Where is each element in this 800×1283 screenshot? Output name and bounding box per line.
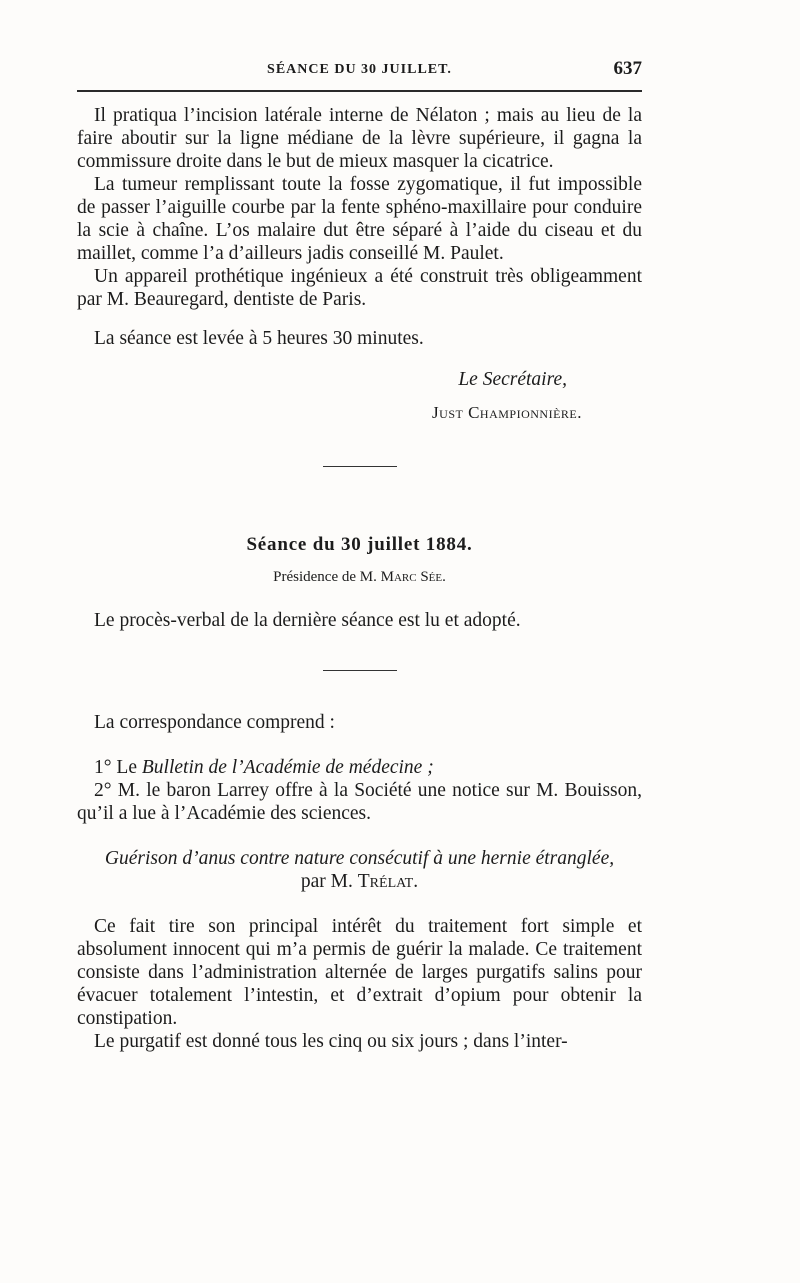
signature-name: Just Championnière.: [432, 403, 582, 422]
item-prefix: 1° Le: [94, 757, 142, 778]
president-name: Marc Sée.: [380, 569, 446, 585]
page-number: 637: [613, 58, 642, 79]
paragraph: La tumeur remplissant toute la fosse zygomatique, il fut impossible de passer l’aiguille courbe par la fente sphéno-maxillaire pour conduire la scie à chaîne. L’os malaire dut être séparé à l’aide du ciseau et du maillet, comme l’a d’ailleurs jadis conseillé M. Paulet.: [77, 174, 642, 264]
paragraph: Un appareil prothétique ingénieux a été construit très obligeamment par M. Beauregard, dentiste de Paris.: [77, 266, 642, 310]
body-text: [77, 104, 642, 1053]
signature-title: Le Secrétaire,: [458, 369, 567, 390]
article-author: [77, 870, 642, 893]
article-paragraph: Le purgatif est donné tous les cinq ou six jours ; dans l’inter-: [94, 1031, 568, 1052]
presidence-prefix: Présidence de M.: [273, 569, 377, 585]
page-header: [77, 58, 642, 84]
bulletin-title: Bulletin de l’Académie de médecine ;: [141, 757, 434, 778]
author-name: Trélat.: [357, 871, 419, 892]
article-paragraph: Ce fait tire son principal intérêt du traitement fort simple et absolument innocent qui m’a permis de guérir la malade. Ce traitement consiste dans l’administration alternée de larges purgatifs salins pour évacuer totalement l’intestin, et d’extrait d’opium pour obtenir la constipation.: [77, 916, 642, 1029]
minutes-statement: Le procès-verbal de la dernière séance est lu et adopté.: [94, 610, 521, 631]
correspondence-intro: La correspondance comprend :: [94, 712, 335, 733]
author-prefix: par M.: [300, 871, 353, 892]
presidence-line: [77, 566, 642, 589]
paragraph: Il pratiqua l’incision latérale interne de Nélaton ; mais au lieu de la faire aboutir sur la ligne médiane de la lèvre supérieure, il gagna la commissure droite dans le but de mieux masquer la cicatrice.: [77, 105, 642, 172]
header-rule: [77, 90, 642, 92]
article-title: Guérison d’anus contre nature consécutif à une hernie étranglée,: [104, 848, 615, 869]
correspondence-item-1: [77, 756, 642, 779]
session-title: Séance du 30 juillet 1884.: [246, 534, 473, 555]
closing-statement: La séance est levée à 5 heures 30 minutes.: [94, 328, 424, 349]
running-title: SÉANCE DU 30 JUILLET.: [267, 62, 452, 77]
correspondence-item-2: 2° M. le baron Larrey offre à la Société une notice sur M. Bouisson, qu’il a lue à l’Académie des sciences.: [77, 780, 642, 824]
